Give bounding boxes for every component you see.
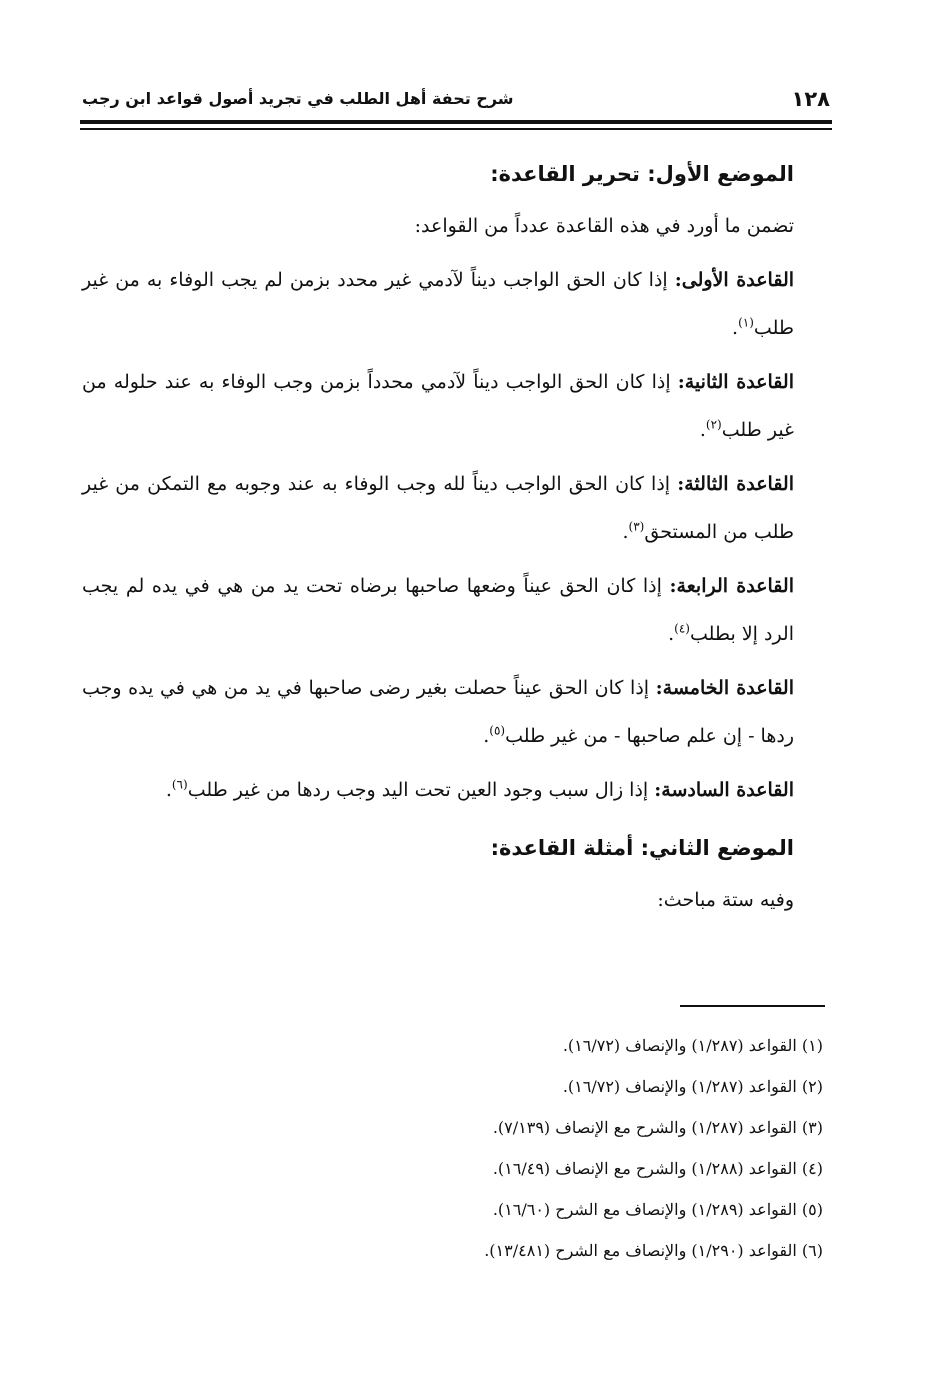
footnote-ref[interactable]: (١)	[738, 315, 754, 330]
page-number: ١٢٨	[791, 87, 830, 111]
page-header	[82, 84, 830, 116]
rule-end: .	[699, 419, 706, 441]
rule-lead: القاعدة الثالثة:	[677, 473, 794, 495]
header-rule-thick	[80, 120, 832, 124]
rule-paragraph-5	[82, 664, 794, 760]
rule-paragraph-3	[82, 460, 794, 556]
rule-text: إذا كان الحق عيناً وضعها صاحبها برضاه تحت يد من هي في يده لم يجب الرد إلا بطلب	[82, 575, 794, 645]
rule-text: إذا كان الحق الواجب ديناً لآدمي محدداً بزمن وجب الوفاء به عند حلوله من غير طلب	[82, 371, 794, 441]
rule-lead: القاعدة الأولى:	[674, 269, 795, 291]
rule-text: إذا كان الحق الواجب ديناً لآدمي غير محدد بزمن لم يجب الوفاء به من غير طلب	[82, 269, 794, 339]
rule-end: .	[668, 623, 675, 645]
rule-text: إذا كان الحق الواجب ديناً لله وجب الوفاء به عند وجوبه مع التمكن من غير طلب من المستحق	[82, 473, 794, 543]
footnote-5: (٥) القواعد (١/٢٨٩) والإنصاف مع الشرح (١٦/٦٠).	[492, 1200, 823, 1219]
footnote-ref[interactable]: (٣)	[628, 519, 645, 534]
running-title: شرح تحفة أهل الطلب في تجريد أصول قواعد ابن رجب	[82, 89, 514, 108]
rule-end: .	[732, 317, 739, 339]
footnote-ref[interactable]: (٢)	[705, 417, 722, 432]
footnote-6: (٦) القواعد (١/٢٩٠) والإنصاف مع الشرح (١٣/٤٨١).	[484, 1241, 823, 1260]
rule-lead: القاعدة الخامسة:	[655, 677, 794, 699]
header-rule-thin	[80, 128, 832, 130]
rule-text: إذا كان الحق عيناً حصلت بغير رضى صاحبها في يد من هي في يده وجب ردها - إن علم صاحبها - من غير طلب	[82, 677, 794, 747]
section-heading-2: الموضع الثاني: أمثلة القاعدة:	[490, 836, 794, 860]
footnote-3: (٣) القواعد (١/٢٨٧) والشرح مع الإنصاف (٧/١٣٩).	[492, 1118, 823, 1137]
section-heading-1: الموضع الأول: تحرير القاعدة:	[490, 162, 794, 186]
rule-text: إذا زال سبب وجود العين تحت اليد وجب ردها من غير طلب	[187, 779, 655, 801]
rule-end: .	[622, 521, 629, 543]
rule-end: .	[483, 725, 490, 747]
rule-paragraph-1	[82, 256, 794, 352]
footnote-ref[interactable]: (٦)	[171, 777, 188, 792]
footnote-1: (١) القواعد (١/٢٨٧) والإنصاف (١٦/٧٢).	[562, 1036, 823, 1055]
rule-paragraph-6	[82, 766, 794, 814]
footnote-ref[interactable]: (٤)	[674, 621, 690, 636]
section-intro-1: تضمن ما أورد في هذه القاعدة عدداً من القواعد:	[414, 215, 794, 237]
footnote-divider	[680, 1005, 825, 1007]
footnote-4: (٤) القواعد (١/٢٨٨) والشرح مع الإنصاف (١٦/٤٩).	[492, 1159, 823, 1178]
main-content	[82, 146, 794, 930]
rule-lead: القاعدة الثانية:	[677, 371, 794, 393]
rule-end: .	[165, 779, 172, 801]
footnote-2: (٢) القواعد (١/٢٨٧) والإنصاف (١٦/٧٢).	[562, 1077, 823, 1096]
rule-lead: القاعدة السادسة:	[654, 779, 794, 801]
footnotes	[123, 1025, 823, 1271]
rule-paragraph-2	[82, 358, 794, 454]
footnote-ref[interactable]: (٥)	[489, 723, 506, 738]
rule-lead: القاعدة الرابعة:	[669, 575, 794, 597]
rule-paragraph-4	[82, 562, 794, 658]
section-intro-2: وفيه ستة مباحث:	[657, 889, 794, 911]
